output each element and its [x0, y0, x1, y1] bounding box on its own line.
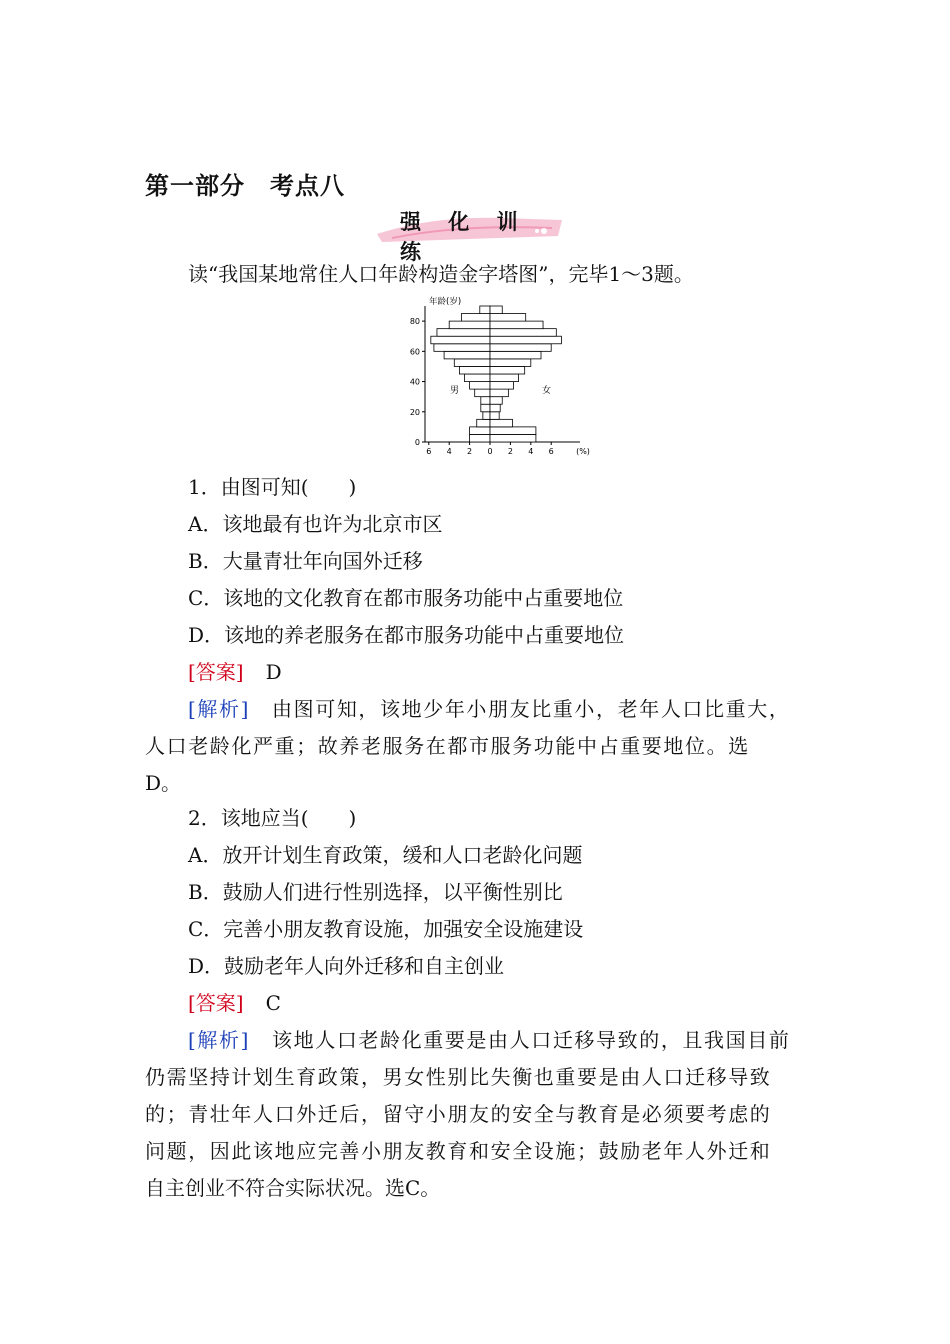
bar-male	[434, 344, 490, 352]
analysis-tag: [解析]	[188, 697, 251, 721]
q2-analysis-line: 自主创业不符合实际状况。选C。	[145, 1176, 441, 1200]
bar-female	[490, 374, 519, 382]
x-tick-label: 0	[487, 447, 493, 456]
x-tick-label: 6	[548, 447, 554, 456]
q2-option-d: D．鼓励老年人向外迁移和自主创业	[188, 954, 505, 978]
q2-stem: 2．该地应当( )	[188, 806, 357, 830]
answer-tag: [答案]	[188, 991, 244, 1015]
bar-female	[490, 344, 551, 352]
bar-female	[490, 419, 512, 427]
bar-male	[477, 419, 490, 427]
bar-female	[490, 321, 543, 329]
bar-female	[490, 427, 536, 435]
q1-option-d: D．该地的养老服务在都市服务功能中占重要地位	[188, 623, 625, 647]
bar-male	[461, 314, 490, 322]
bar-male	[454, 359, 490, 367]
bar-female	[490, 336, 561, 344]
analysis-text: 由图可知，该地少年小朋友比重小，老年人口比重大，	[272, 697, 791, 721]
q2-option-b: B．鼓励人们进行性别选择，以平衡性别比	[188, 880, 563, 904]
bar-female	[490, 366, 525, 374]
q1-analysis-line: D。	[145, 771, 182, 795]
q1-analysis-line	[145, 691, 810, 728]
bar-female	[490, 389, 508, 397]
q1-option-a: A．该地最有也许为北京市区	[188, 512, 443, 536]
q2-analysis-line: 仍需坚持计划生育政策，男女性别比失衡也重要是由人口迁移导致	[145, 1065, 772, 1089]
q1-stem: 1．由图可知( )	[188, 475, 357, 499]
y-tick-label: 80	[409, 317, 420, 327]
bar-male	[470, 434, 490, 442]
bar-male	[481, 404, 490, 412]
male-label: 男	[450, 386, 460, 396]
bar-male	[470, 427, 490, 435]
answer-tag: [答案]	[188, 660, 244, 684]
x-tick-label: 4	[528, 447, 534, 456]
q1-option-b: B．大量青壮年向国外迁移	[188, 549, 423, 573]
answer-value: C	[265, 991, 281, 1015]
bar-male	[437, 329, 490, 337]
bar-male	[431, 336, 490, 344]
bar-male	[470, 382, 490, 390]
bar-female	[490, 314, 526, 322]
x-axis-label: (%)	[576, 447, 590, 456]
bar-female	[490, 382, 513, 390]
q1-answer	[145, 654, 810, 691]
q2-analysis-line: 问题，因此该地应完善小朋友教育和安全设施；鼓励老年人外迁和	[145, 1139, 772, 1163]
bar-female	[490, 412, 499, 420]
bar-female	[490, 404, 500, 412]
bar-female	[490, 329, 556, 337]
q2-analysis-line	[145, 1022, 810, 1059]
y-tick-label: 40	[409, 377, 420, 387]
y-tick-label: 0	[414, 438, 420, 447]
bar-female	[490, 434, 536, 442]
bar-male	[465, 374, 491, 382]
x-tick-label: 2	[507, 447, 513, 456]
bar-female	[490, 351, 541, 359]
x-tick-label: 6	[426, 447, 432, 456]
female-label: 女	[542, 386, 552, 396]
y-tick-label: 60	[409, 347, 420, 357]
intro-text: 读“我国某地常住人口年龄构造金字塔图”，完毕1～3题。	[188, 262, 694, 286]
q1-analysis-line: 人口老龄化严重；故养老服务在都市服务功能中占重要地位。选	[145, 734, 750, 758]
answer-value: D	[265, 660, 282, 684]
x-tick-label: 2	[467, 447, 473, 456]
bar-male	[449, 321, 490, 329]
bar-male	[480, 306, 490, 314]
bar-female	[490, 397, 502, 405]
section-heading: 第一部分 考点八	[145, 172, 345, 200]
q2-option-c: C．完善小朋友教育设施，加强安全设施建设	[188, 917, 584, 941]
bar-male	[481, 397, 490, 405]
banner-title: 强 化 训 练	[400, 210, 528, 264]
x-tick-label: 4	[446, 447, 452, 456]
q2-option-a: A．放开计划生育政策，缓和人口老龄化问题	[188, 843, 583, 867]
bar-female	[490, 306, 502, 314]
analysis-tag: [解析]	[188, 1028, 251, 1052]
bar-male	[444, 351, 490, 359]
bar-female	[490, 359, 531, 367]
q2-analysis-line: 的；青壮年人口外迁后，留守小朋友的安全与教育是必须要考虑的	[145, 1102, 772, 1126]
analysis-text: 该地人口老龄化重要是由人口迁移导致的，且我国目前	[272, 1028, 791, 1052]
bar-male	[475, 389, 490, 397]
y-axis-label: 年龄(岁)	[429, 297, 462, 307]
bar-male	[483, 412, 490, 420]
population-pyramid-chart	[405, 296, 600, 458]
q2-answer	[145, 985, 810, 1022]
q1-option-c: C．该地的文化教育在都市服务功能中占重要地位	[188, 586, 624, 610]
bar-male	[459, 366, 490, 374]
y-tick-label: 20	[409, 407, 420, 417]
